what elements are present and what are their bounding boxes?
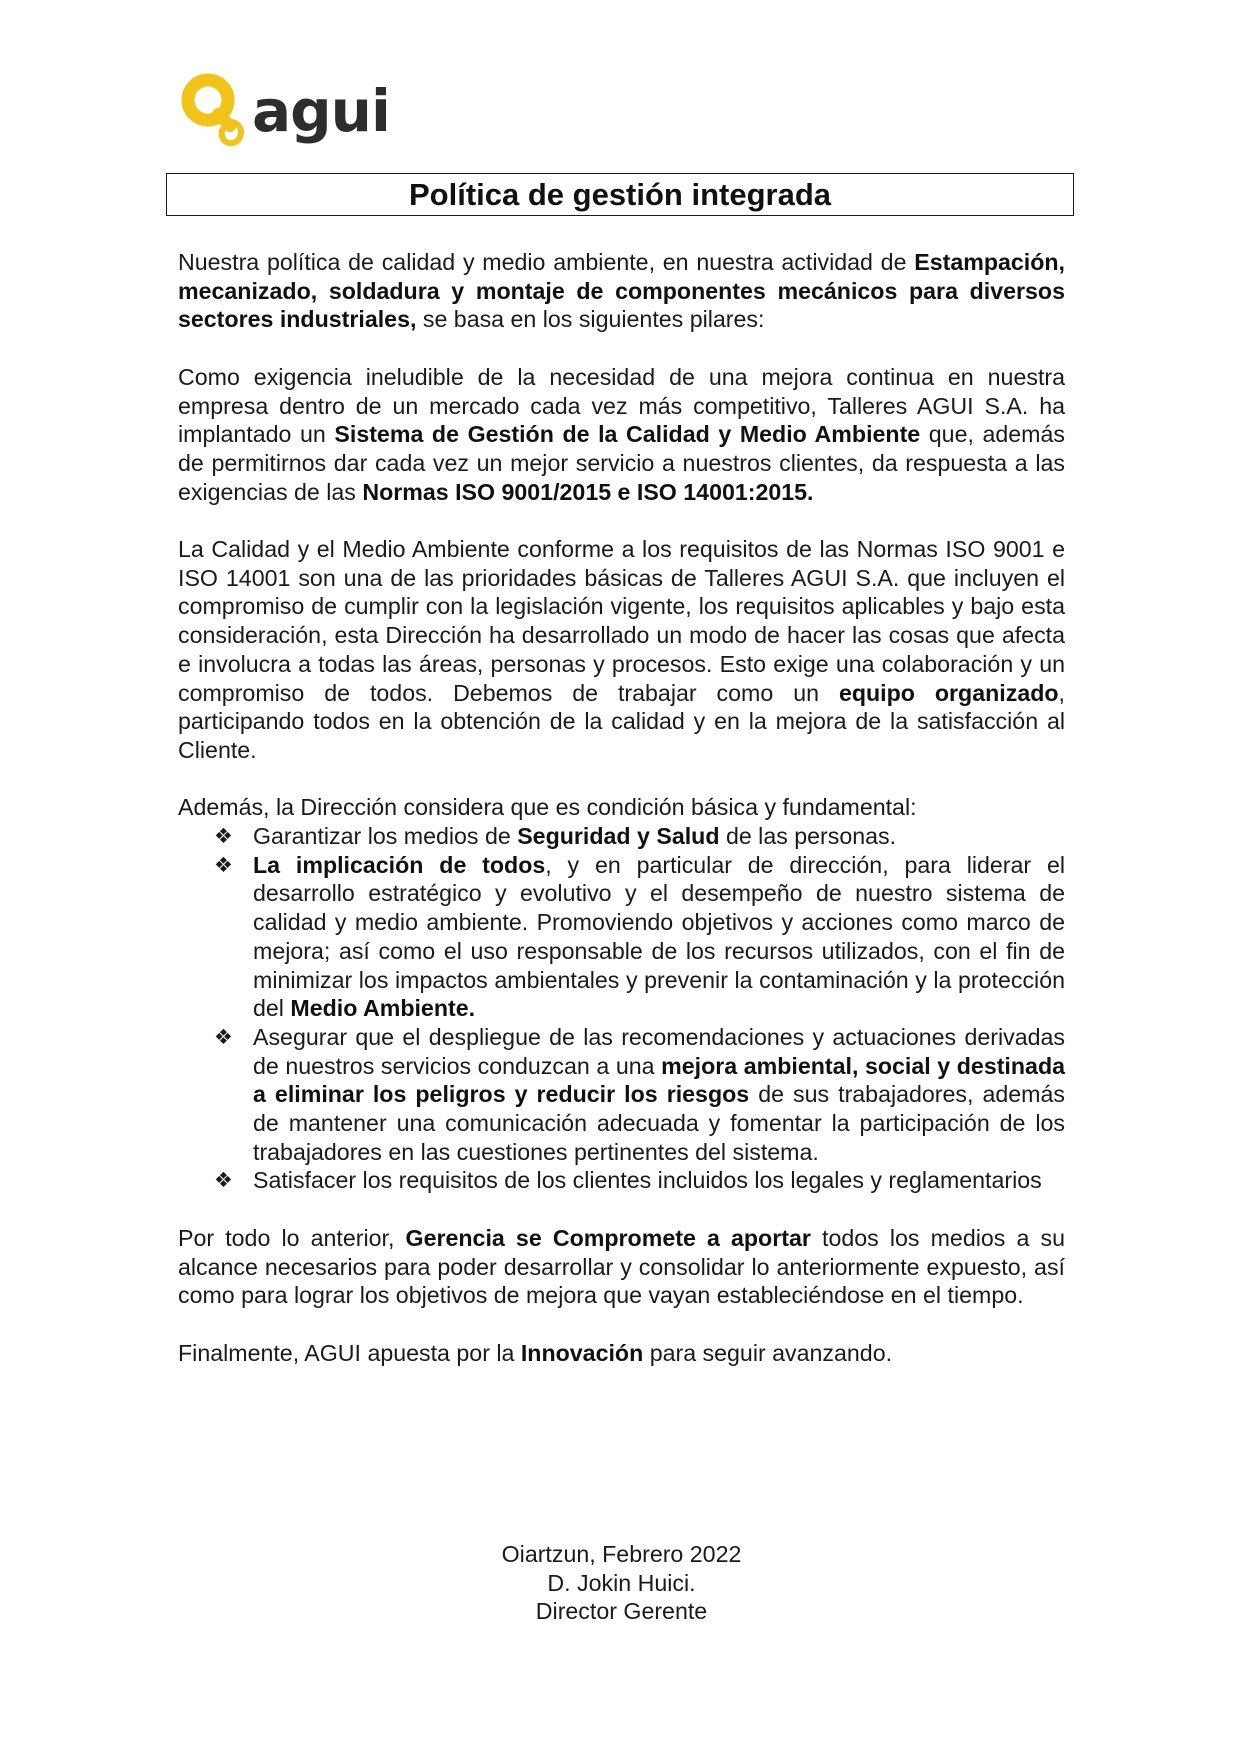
logo-wordmark: agui [252, 77, 390, 145]
paragraph-innovation: Finalmente, AGUI apuesta por la Innovación para seguir avanzando. [178, 1339, 893, 1366]
diamond-bullet-icon: ❖ [214, 852, 233, 877]
list-item: ❖ Garantizar los medios de Seguridad y Salud de las personas. [214, 823, 897, 850]
signature-block [178, 1540, 1065, 1626]
paragraph-continuous-improvement: Como exigencia ineludible de la necesidad de una mejora continua en nuestra empresa dentro de un mercado cada vez más competitivo, Talleres AGUI S.A. ha implantado un Sistema de Gestión de la Calidad y Medio Ambiente que, además de permitirnos dar cada vez un mejor servicio a nuestros clientes, da respuesta a las exigencias de las Normas ISO 9001/2015 e ISO 14001:2015. [178, 363, 1065, 505]
diamond-bullet-icon: ❖ [214, 1024, 233, 1049]
diamond-bullet-icon: ❖ [214, 1168, 233, 1193]
signature-name: D. Jokin Huici. [547, 1569, 696, 1596]
list-item: ❖ Asegurar que el despliegue de las recomendaciones y actuaciones derivadas de nuestros servicios conduzcan a una mejora ambiental, social y destinada a eliminar los peligros y reducir los riesgos de sus trabajadores, además de mantener una comunicación adecuada y fomentar la participación de los trabajadores en las cuestiones pertinentes del sistema. [214, 1023, 1065, 1165]
list-item: ❖ La implicación de todos, y en particular de dirección, para liderar el desarrollo estratégico y evolutivo y el desempeño de nuestro sistema de calidad y medio ambiente. Promoviendo objetivos y acciones como marco de mejora; así como el uso responsable de los recursos utilizados, con el fin de minimizar los impactos ambientales y prevenir la contaminación y la protección del Medio Ambiente. [214, 851, 1065, 1022]
company-logo [178, 70, 390, 148]
paragraph-iso-requirements: La Calidad y el Medio Ambiente conforme a los requisitos de las Normas ISO 9001 e ISO 14001 son una de las prioridades básicas de Talleres AGUI S.A. que incluyen el compromiso de cumplir con la legislación vigente, los requisitos aplicables y bajo esta consideración, esta Dirección ha desarrollado un modo de hacer las cosas que afecta e involucra a todas las áreas, personas y procesos. Esto exige una colaboración y un compromiso de todos. Debemos de trabajar como un equipo organizado, participando todos en la obtención de la calidad y en la mejora de la satisfacción al Cliente. [178, 536, 1065, 763]
signature-role: Director Gerente [535, 1598, 708, 1625]
signature-place-date: Oiartzun, Febrero 2022 [501, 1541, 742, 1567]
page-title: Política de gestión integrada [408, 176, 832, 212]
title-box [166, 173, 1074, 216]
paragraph-conditions-lead: Además, la Dirección considera que es condición básica y fundamental: [178, 794, 917, 821]
diamond-bullet-icon: ❖ [214, 824, 233, 849]
document-body [178, 248, 1065, 1396]
paragraph-management-commitment: Por todo lo anterior, Gerencia se Compromete a aportar todos los medios a su alcance necesarios para poder desarrollar y consolidar lo anteriormente expuesto, así como para lograr los objetivos de mejora que vayan estableciéndose en el tiempo. [178, 1224, 1065, 1309]
intro-paragraph: Nuestra política de calidad y medio ambiente, en nuestra actividad de Estampación, mecanizado, soldadura y montaje de componentes mecánicos para diversos sectores industriales, se basa en los siguientes pilares: [178, 249, 1065, 333]
agui-logo-mark-icon [178, 70, 250, 148]
conditions-list [178, 822, 1065, 1195]
list-item: ❖ Satisfacer los requisitos de los clientes incluidos los legales y reglamentarios [214, 1167, 1042, 1194]
